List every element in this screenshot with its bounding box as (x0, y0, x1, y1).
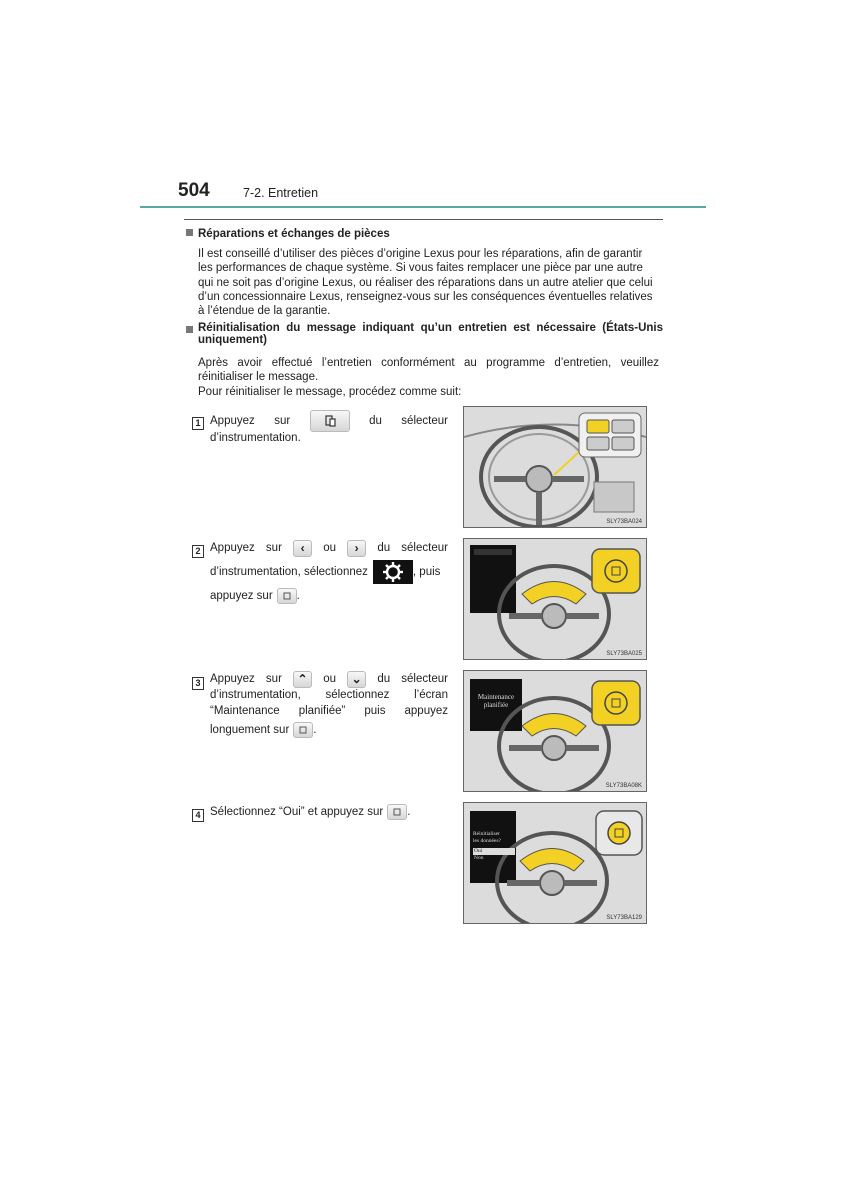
section2-title-block (186, 322, 663, 346)
step-4-text (210, 802, 410, 822)
section1-title: Réparations et échanges de pièces (198, 228, 390, 240)
chevron-left-icon: ‹ (293, 540, 312, 557)
step-word: ou (323, 541, 337, 554)
step-word: sélecteur (401, 414, 448, 427)
chevron-down-icon: ⌄ (347, 671, 366, 688)
step-word: l’écran (414, 689, 448, 701)
screen-option-no: Non (474, 855, 484, 861)
steering-wheel-illustration (464, 671, 646, 791)
screen-line: les données? (473, 838, 501, 844)
step-1-illustration (463, 406, 647, 528)
step-word: du (369, 414, 382, 427)
step-word: ou (323, 673, 337, 685)
illustration-code: SLY73BA025 (606, 651, 642, 657)
step-word: sélecteur (401, 673, 448, 685)
step-word: Sélectionnez “Oui” et appuyez sur (210, 805, 384, 818)
steering-wheel-illustration (464, 803, 646, 923)
section1-line: d’un concessionnaire Lexus, renseignez-vous sur les conséquences éventuelles relatives (198, 290, 653, 303)
step-1-text (210, 411, 448, 446)
section2-para2: Pour réinitialiser le message, procédez comme suit: (198, 385, 462, 398)
step-word: sur (265, 541, 282, 554)
step-1-number: 1 (192, 413, 204, 431)
step-word: , puis (412, 565, 441, 578)
step-2-number: 2 (192, 541, 204, 559)
gear-icon (373, 560, 413, 584)
step-2-illustration (463, 538, 647, 660)
step-word: . (313, 723, 317, 736)
step-word: sélectionnez (325, 689, 390, 701)
step-word: puis (364, 705, 386, 717)
steering-wheel-illustration (464, 407, 646, 527)
chevron-right-icon: › (347, 540, 366, 557)
section1-title-row (186, 228, 390, 240)
step-2-text (210, 539, 448, 606)
step-word: planifiée” (298, 705, 346, 717)
step-word: sélecteur (401, 541, 448, 554)
chevron-up-icon: ⌃ (293, 671, 312, 688)
step-word: . (407, 805, 411, 818)
section-rule (184, 219, 663, 220)
section2-body (198, 356, 659, 399)
step-3-number: 3 (192, 673, 204, 691)
step-word: sur (265, 673, 282, 685)
step-word: sur (274, 414, 291, 427)
page-number: 504 (178, 180, 210, 201)
step-word: “Maintenance (210, 705, 280, 717)
screen-line: Réinitialiser (473, 831, 500, 837)
step-word: . (296, 589, 300, 602)
step-4-number: 4 (192, 805, 204, 823)
step-word: d’instrumentation, sélectionnez (210, 565, 368, 578)
illustration-screen-text (473, 831, 515, 862)
step-3-text (210, 671, 448, 740)
section1-line: les performances de chaque système. Si vous faites remplacer une pièce par une autre (198, 262, 643, 275)
steering-wheel-illustration (464, 539, 646, 659)
section1-body (198, 247, 653, 318)
screen-line: planifiée (483, 701, 509, 709)
section2-para1-line1: Après avoir effectué l’entretien conformément au programme d’entretien, veuillez (198, 357, 659, 369)
step-word: du (377, 673, 391, 685)
illustration-code: SLY73BA129 (606, 915, 642, 921)
illustration-code: SLY73BA024 (606, 519, 642, 525)
ok-button-icon (277, 588, 297, 604)
ok-button-icon (293, 722, 313, 738)
step-3-illustration (463, 670, 647, 792)
screen-option-yes: Oui (473, 848, 515, 855)
section1-line: à l’étendue de la garantie. (198, 305, 331, 318)
section1-line: Il est conseillé d’utiliser des pièces d’origine Lexus pour les réparations, afin de garantir (198, 248, 643, 260)
header-rule (140, 206, 706, 208)
step-word: d’instrumentation, (210, 689, 301, 701)
section2-para1-line2: réinitialiser le message. (198, 371, 319, 384)
ok-button-icon (387, 804, 407, 820)
step-word: appuyez sur (210, 589, 273, 602)
step-word: du (377, 541, 391, 554)
step-word: Appuyez (210, 414, 255, 427)
screen-line: Maintenance (477, 693, 515, 701)
chapter-title: 7-2. Entretien (243, 186, 319, 200)
step-4-illustration (463, 802, 647, 924)
illustration-screen-text (472, 693, 520, 709)
square-bullet-icon (186, 326, 193, 333)
step-word: d’instrumentation. (210, 432, 301, 444)
square-bullet-icon (186, 229, 193, 236)
step-word: appuyez (404, 705, 448, 717)
illustration-code: SLY73BA08K (605, 783, 642, 789)
step-word: Appuyez (210, 541, 255, 554)
section1-line: qui ne soit pas d’origine Lexus, ou réaliser des réparations dans un autre atelier que celui (198, 276, 653, 289)
step-word: longuement sur (210, 723, 290, 736)
step-word: Appuyez (210, 673, 255, 685)
section2-title-line1: Réinitialisation du message indiquant qu’un entretien est nécessaire (États-Unis (198, 322, 663, 334)
section2-title-line2: uniquement) (198, 334, 267, 346)
meter-display-button-icon (310, 410, 350, 432)
